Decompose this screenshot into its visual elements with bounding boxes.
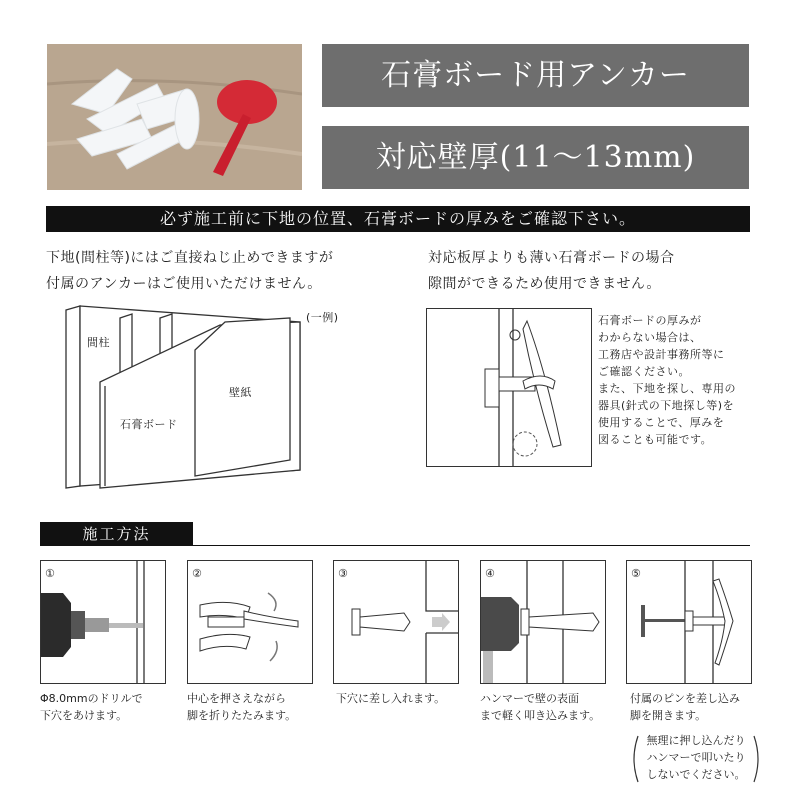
step-5-box: [626, 560, 752, 684]
step-3-box: [333, 560, 459, 684]
thin-board-note-line2: 隙間ができるため使用できません。: [428, 276, 661, 292]
product-photo: [47, 44, 302, 190]
side-note-line: 使用することで、厚みを: [598, 416, 725, 429]
wallpaper-label: 壁紙: [229, 386, 252, 399]
step-5-caption-line1: 付属のピンを差し込み: [630, 692, 740, 705]
product-title: 石膏ボード用アンカー: [322, 44, 749, 107]
step-1-caption-line2: 下穴をあけます。: [40, 709, 128, 722]
step-1-box: [40, 560, 166, 684]
side-note-line: 石膏ボードの厚みが: [598, 314, 702, 327]
step-4-caption-line2: まで軽く叩き込みます。: [480, 709, 601, 722]
side-note-line: 工務店や設計事務所等に: [598, 348, 725, 361]
thin-board-note-line1: 対応板厚よりも薄い石膏ボードの場合: [428, 250, 675, 266]
warning-line: しないでください。: [646, 768, 746, 781]
step-5-number: ⑤: [631, 567, 642, 580]
warning-banner: 必ず施工前に下地の位置、石膏ボードの厚みをご確認下さい。: [46, 206, 750, 232]
step-5-caption: [630, 690, 740, 724]
step-2-caption: [187, 690, 296, 724]
step-2-caption-line1: 中心を押さえながら: [187, 692, 286, 705]
side-note-line: ご確認ください。: [598, 365, 690, 378]
step-3-caption: [336, 690, 445, 707]
step-4-box: [480, 560, 606, 684]
stud-note-line2: 付属のアンカーはご使用いただけません。: [46, 276, 322, 292]
warning-line: 無理に押し込んだり: [646, 734, 746, 747]
warning-line: ハンマーで叩いたり: [646, 751, 746, 764]
side-note-line: 図ることも可能です。: [598, 433, 713, 446]
step-1-caption-line1: Φ8.0mmのドリルで: [40, 692, 143, 705]
side-note-line: また、下地を探し、専用の: [598, 382, 736, 395]
wall-diagram: [60, 300, 360, 500]
side-note-line: 器具(針式の下地探し等)を: [598, 399, 735, 412]
steps-heading: 施工方法: [40, 522, 193, 546]
step-3-number: ③: [338, 567, 349, 580]
step-4-number: ④: [485, 567, 496, 580]
step-2-number: ②: [192, 567, 203, 580]
wall-thickness-title: 対応壁厚(11～13mm): [322, 126, 749, 189]
step-2-box: [187, 560, 313, 684]
steps-divider: [40, 545, 750, 546]
board-label: 石膏ボード: [120, 418, 178, 431]
warning-note: [634, 732, 758, 783]
step-1-caption: [40, 690, 143, 724]
stud-note-line1: 下地(間柱等)にはご直接ねじ止めできますが: [46, 250, 334, 266]
step-1-number: ①: [45, 567, 56, 580]
side-note: [598, 312, 736, 448]
step-5-caption-line2: 脚を開きます。: [630, 709, 707, 722]
thin-board-illustration: [426, 308, 592, 467]
side-note-line: わからない場合は、: [598, 331, 702, 344]
step-2-caption-line2: 脚を折りたたみます。: [187, 709, 297, 722]
step-4-caption-line1: ハンマーで壁の表面: [480, 692, 579, 705]
stud-label: 間柱: [87, 336, 110, 349]
example-label: (一例): [306, 311, 339, 324]
step-3-caption-line1: 下穴に差し入れます。: [336, 692, 446, 705]
step-4-caption: [480, 690, 600, 724]
